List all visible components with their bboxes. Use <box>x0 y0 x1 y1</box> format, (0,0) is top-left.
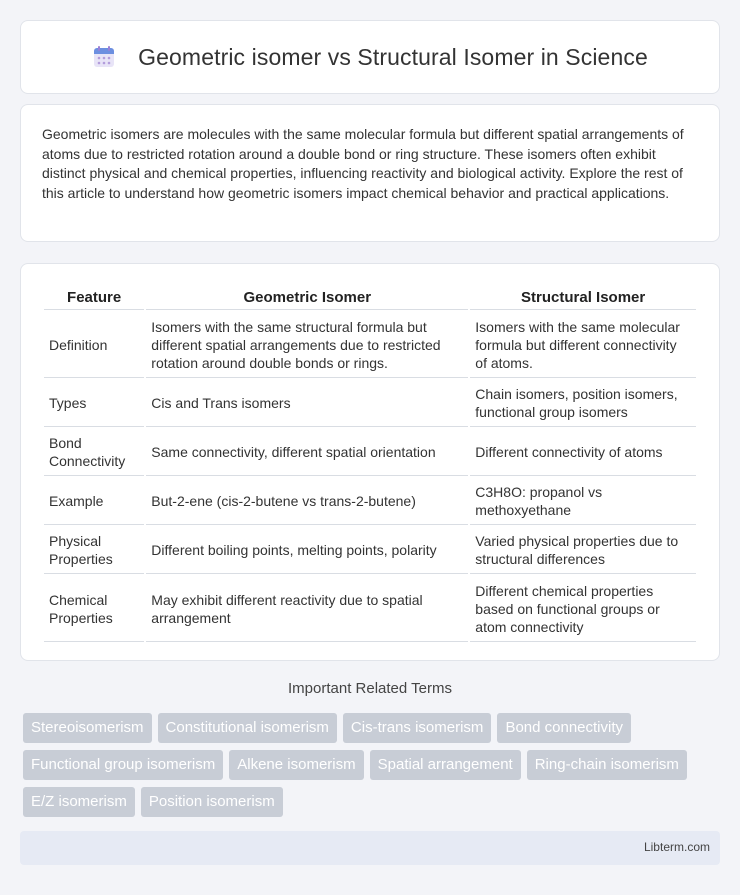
comparison-table <box>42 284 698 644</box>
related-terms-title: Important Related Terms <box>288 680 452 697</box>
structural-cell: Isomers with the same molecular formula but different connectivity of atoms. <box>470 312 696 378</box>
table-row <box>44 380 696 427</box>
header-geometric: Geometric Isomer <box>146 286 468 310</box>
header-structural: Structural Isomer <box>470 286 696 310</box>
related-term-tag[interactable]: Bond connectivity <box>497 713 631 743</box>
structural-cell: Varied physical properties due to structural differences <box>470 527 696 574</box>
geometric-cell: May exhibit different reactivity due to spatial arrangement <box>146 576 468 642</box>
geometric-cell: But-2-ene (cis-2-butene vs trans-2-butene) <box>146 478 468 525</box>
table-row <box>44 527 696 574</box>
related-term-tag[interactable]: Stereoisomerism <box>23 713 152 743</box>
footer-site-link[interactable]: Libterm.com <box>643 840 710 854</box>
footer <box>20 831 720 865</box>
related-term-tag[interactable]: Constitutional isomerism <box>158 713 337 743</box>
table-row <box>44 478 696 525</box>
geometric-cell: Isomers with the same structural formula but different spatial arrangements due to restricted rotation around double bonds or rings. <box>146 312 468 378</box>
page-title: Geometric isomer vs Structural Isomer in Science <box>138 43 648 70</box>
geometric-cell: Same connectivity, different spatial orientation <box>146 429 468 476</box>
geometric-cell: Cis and Trans isomers <box>146 380 468 427</box>
feature-cell: Example <box>44 478 144 525</box>
related-term-tag[interactable]: Position isomerism <box>141 787 283 817</box>
feature-cell: Definition <box>44 312 144 378</box>
title-wrap <box>92 44 648 71</box>
structural-cell: Different chemical properties based on functional groups or atom connectivity <box>470 576 696 642</box>
related-term-tag[interactable]: Spatial arrangement <box>370 750 521 780</box>
related-term-tag[interactable]: Alkene isomerism <box>229 750 363 780</box>
feature-cell: Chemical Properties <box>44 576 144 642</box>
related-term-tag[interactable]: Cis-trans isomerism <box>343 713 492 743</box>
header-card <box>20 20 720 94</box>
feature-cell: Types <box>44 380 144 427</box>
calendar-icon <box>92 45 116 69</box>
table-header-row <box>44 286 696 310</box>
feature-cell: Bond Connectivity <box>44 429 144 476</box>
intro-card <box>20 104 720 242</box>
structural-cell: Chain isomers, position isomers, functional group isomers <box>470 380 696 427</box>
related-term-tag[interactable]: Ring-chain isomerism <box>527 750 687 780</box>
structural-cell: Different connectivity of atoms <box>470 429 696 476</box>
geometric-cell: Different boiling points, melting points, polarity <box>146 527 468 574</box>
table-row <box>44 429 696 476</box>
feature-cell: Physical Properties <box>44 527 144 574</box>
header-feature: Feature <box>44 286 144 310</box>
related-term-tag[interactable]: Functional group isomerism <box>23 750 223 780</box>
related-terms-list <box>23 713 713 817</box>
intro-text: Geometric isomers are molecules with the same molecular formula but different spatial arrangements of atoms due to restricted rotation around a double bond or ring structure. These isomers often exhibit distinct physical and chemical properties, influencing reactivity and biological activity. Explore the rest of this article to understand how geometric isomers impact chemical behavior and practical applications. <box>42 126 684 201</box>
comparison-card <box>20 263 720 661</box>
related-term-tag[interactable]: E/Z isomerism <box>23 787 135 817</box>
table-row <box>44 576 696 642</box>
structural-cell: C3H8O: propanol vs methoxyethane <box>470 478 696 525</box>
table-row <box>44 312 696 378</box>
